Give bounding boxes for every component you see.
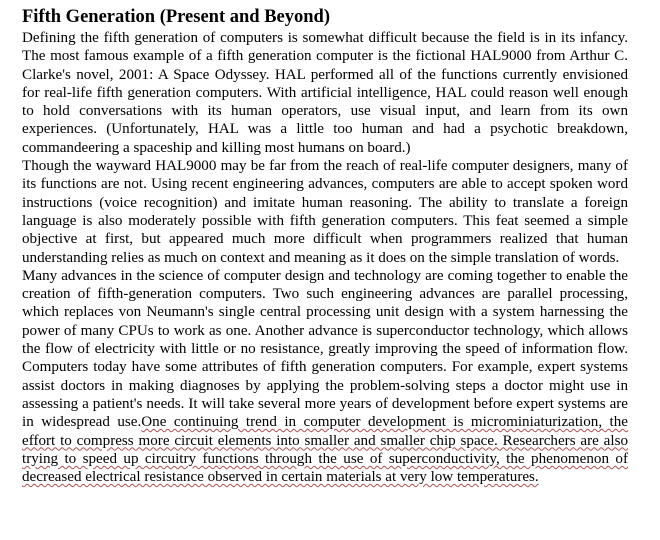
paragraph-1: Defining the fifth generation of computers is somewhat difficult because the field is in its infancy. The most famous example of a fifth generation computer is the fictional HAL9000 from Arthur C. Clarke's novel, 2001: A Space Odyssey. HAL performed all of the functions currently envisioned for real-life fifth generation computers. With artificial intelligence, HAL could reason well enough to hold conversations with its human operators, use visual input, and learn from its own experiences. (Unfortunately, HAL was a little too human and had a psychotic breakdown, commandeering a spaceship and killing most humans on board.) [22, 30, 628, 156]
section-heading: Fifth Generation (Present and Beyond) [22, 7, 330, 27]
paragraph-3-plain-text: Many advances in the science of computer design and technology are coming together to enable the creation of fifth-generation computers. Two such engineering advances are parallel processing, which replaces von Neumann's single central processing unit design with a system harnessing the power of many CPUs to work as one. Another advance is superconductor technology, which allows the flow of electricity with little or no resistance, greatly improving the speed of information flow. Computers today have some attributes of fifth generation computers. For example, expert systems assist doctors in making diagnoses by applying the problem-solving steps a doctor might use in assessing a patient's needs. It will take several more years of development before expert systems are in widespread use. [22, 267, 628, 431]
paragraph-3 [22, 267, 628, 487]
paragraph-3-marked-text: One continuing trend in computer development is microminiaturization, the effort to compress more circuit elements into smaller and smaller chip space. Researchers are also trying to speed up circuitry functions through the use of superconductivity, the phenomenon of decreased electrical resistance observed in certain materials at very low temperatures. [22, 414, 629, 486]
paragraph-2: Though the wayward HAL9000 may be far from the reach of real-life computer designers, many of its functions are not. Using recent engineering advances, computers are able to accept spoken word instructions (voice recognition) and imitate human reasoning. The ability to translate a foreign language is also moderately possible with fifth generation computers. This feat seemed a simple objective at first, but appeared much more difficult when programmers realized that human understanding relies as much on context and meaning as it does on the simple translation of words. [22, 158, 628, 266]
document-page [22, 6, 628, 486]
